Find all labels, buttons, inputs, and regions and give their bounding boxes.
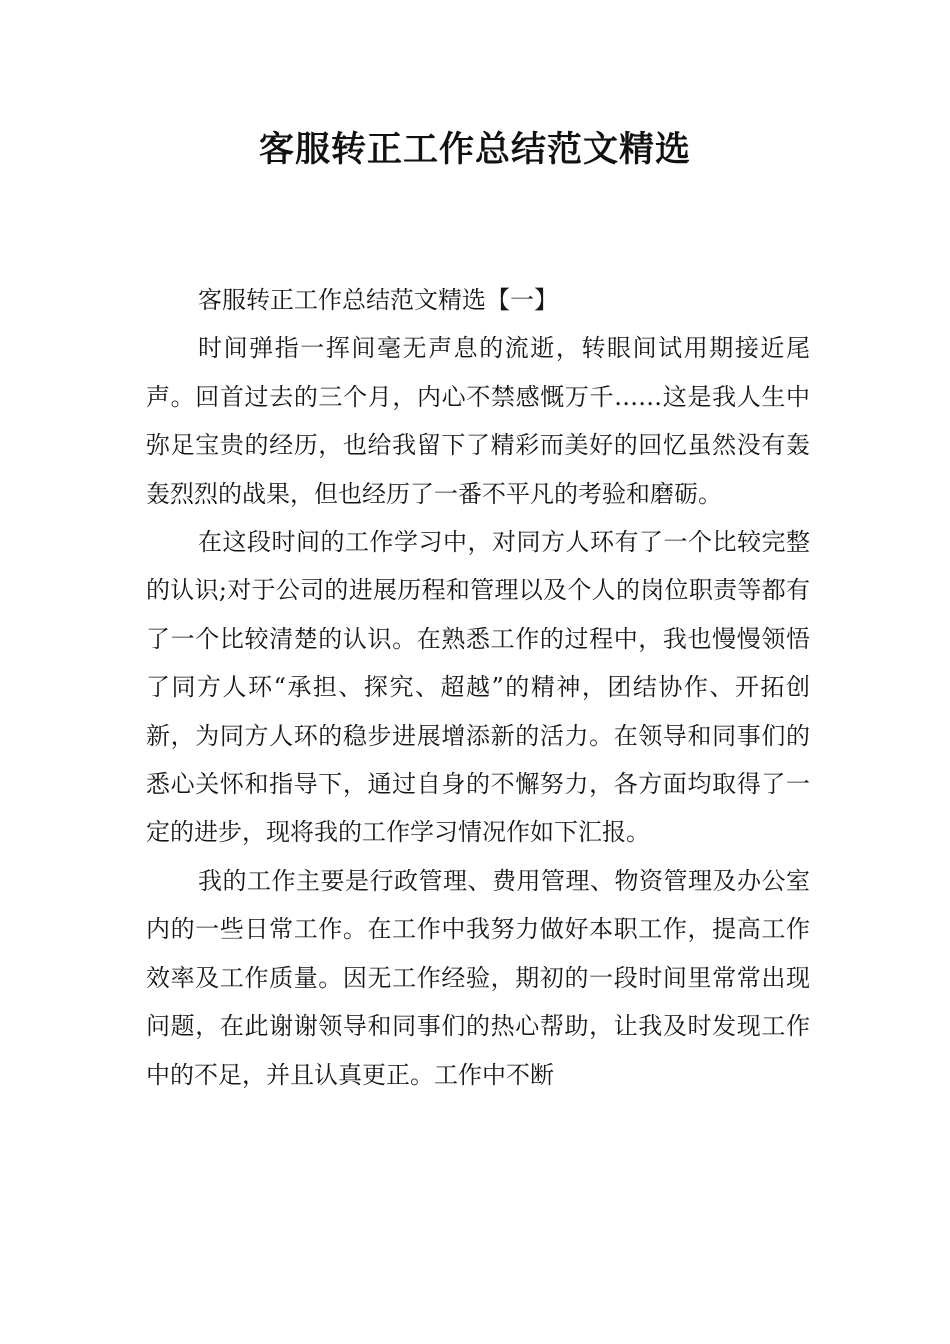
paragraph: 时间弹指一挥间毫无声息的流逝，转眼间试用期接近尾声。回首过去的三个月，内心不禁感慨万千……这是我人生中弥足宝贵的经历，也给我留下了精彩而美好的回忆虽然没有轰轰烈烈的战果，但也经历了一番不平凡的考验和磨砺。 <box>146 334 810 508</box>
paragraph: 我的工作主要是行政管理、费用管理、物资管理及办公室内的一些日常工作。在工作中我努力做好本职工作，提高工作效率及工作质量。因无工作经验，期初的一段时间里常常出现问题，在此谢谢领导和同事们的热心帮助，让我及时发现工作中的不足，并且认真更正。工作中不断 <box>146 866 810 1089</box>
document-body <box>146 276 810 1099</box>
paragraph: 在这段时间的工作学习中，对同方人环有了一个比较完整的认识;对于公司的进展历程和管理以及个人的岗位职责等都有了一个比较清楚的认识。在熟悉工作的过程中，我也慢慢领悟了同方人环“承担、探究、超越”的精神，团结协作、开拓创新，为同方人环的稳步进展增添新的活力。在领导和同事们的悉心关怀和指导下，通过自身的不懈努力，各方面均取得了一定的进步，现将我的工作学习情况作如下汇报。 <box>146 528 810 847</box>
section-heading: 客服转正工作总结范文精选【一】 <box>198 286 558 314</box>
document-title: 客服转正工作总结范文精选 <box>258 130 691 170</box>
